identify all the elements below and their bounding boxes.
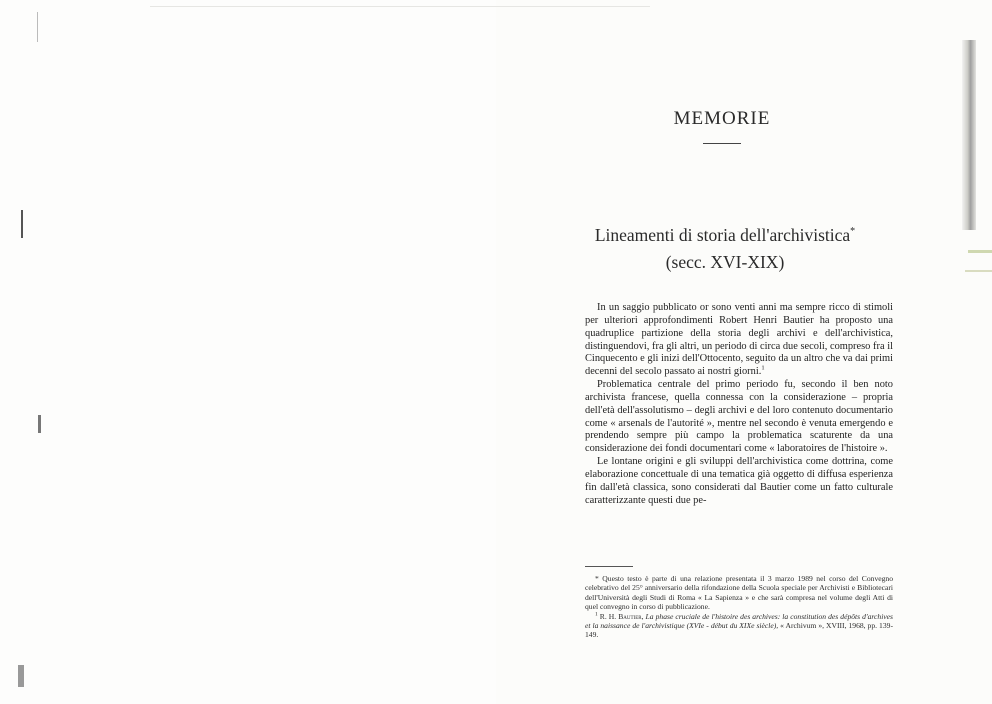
footnotes (585, 574, 893, 640)
article-body (585, 302, 893, 508)
page-edge-mark (968, 250, 992, 253)
article-title-line2: (secc. XVI-XIX) (665, 251, 785, 272)
footnote: $^1$ R. H. Bautier, La phase cruciale de l'histoire des archives: la constitution des dépôts d'archives et la naissance de l'archivistique (XVIe - début du XIXe siècle), « Archivum », XVIII, 1968, pp. 139-149. (585, 611, 894, 640)
paragraph: In un saggio pubblicato or sono venti anni ma sempre ricco di stimoli per ulteriori approfondimenti Robert Henri Bautier ha proposto una quadruplice partizione della storia degli archivi e dell'archivistica, distinguendovi, fra gli altri, un periodo di circa due secoli, compreso fra il Cinquecento e gli inizi dell'Ottocento, seguito da un altro che va dai primi decenni del secolo passato ai nostri giorni.$^1$ (585, 302, 893, 378)
paragraph: Problematica centrale del primo periodo fu, secondo il ben noto archivista francese, quella connessa con la considerazione – propria dell'età dell'assolutismo – degli archivi e del loro contenuto documentario come « arsenals de l'autorité », mentre nel secondo è venuta emergendo e prendendo sempre più campo la problematica scaturente da una considerazione dei fondi documentari come « laboratoires de l'histoire ». (585, 379, 893, 455)
heading-divider (703, 143, 741, 144)
paragraph: Le lontane origini e gli sviluppi dell'archivistica come dottrina, come elaborazione concettuale di una tematica già oggetto di diffusa esperienza fin dall'età classica, sono considerati dal Bautier come un fatto culturale caratterizzante questi due pe- (585, 456, 893, 506)
scan-mark (18, 665, 24, 687)
page-edge-mark (965, 270, 992, 272)
scan-top-edge (150, 6, 650, 7)
page-edge-shadow (962, 40, 976, 230)
title-footnote-marker[interactable]: * (850, 226, 856, 237)
footnote-ref[interactable]: 1 (761, 364, 765, 372)
footnote-work-title: La phase cruciale de l'histoire des archives: la constitution des dépôts d'archives et la naissance de l'archivistique (XVIe - début du XIXe siècle), (585, 611, 894, 631)
article-title (560, 218, 890, 276)
scan-mark (21, 210, 23, 238)
footnote: * Questo testo è parte di una relazione presentata il 3 marzo 1989 nel corso del Convegno celebrativo del 25° anniversario della rifondazione della Scuola speciale per Archivisti e Bibliotecari dell'Università degli Studi di Roma « La Sapienza » e che sarà compresa nel volume degli Atti di quel convegno in corso di pubblicazione. (585, 574, 893, 612)
footnote-author: R. H. Bautier, (599, 611, 644, 621)
scan-mark (38, 415, 41, 433)
scan-mark (37, 12, 38, 42)
article-title-line1: Lineamenti di storia dell'archivistica (594, 224, 851, 245)
section-heading: MEMORIE (673, 108, 771, 129)
footnote-divider (585, 566, 633, 567)
